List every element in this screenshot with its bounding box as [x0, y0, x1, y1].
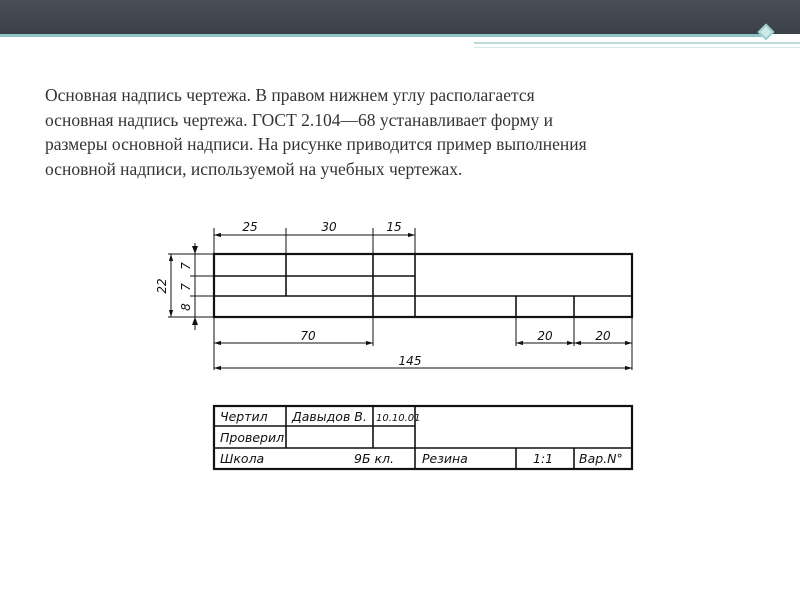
dim-30: 30 [321, 220, 337, 234]
paragraph-line: Основная надпись чертежа. В правом нижнем углу располагается [45, 85, 535, 105]
dim-7-mid: 7 [179, 283, 193, 291]
cell-class: 9Б кл. [354, 451, 395, 466]
paragraph-line: размеры основной надписи. На рисунке приводится пример выполнения [45, 134, 587, 154]
dim-20-right: 20 [595, 329, 611, 343]
dim-70: 70 [300, 329, 316, 343]
paragraph-line: основной надписи, используемой на учебных чертежах. [45, 158, 463, 179]
paragraph-line: основная надпись чертежа. ГОСТ 2.104—68 устанавливает форму и [45, 109, 554, 130]
cell-scale: 1:1 [533, 451, 554, 466]
dimension-scheme [168, 228, 632, 370]
dim-8: 8 [179, 303, 193, 311]
dim-22: 22 [155, 278, 169, 294]
cell-drawn-by: Чертил [220, 409, 268, 424]
scheme-frame [214, 254, 632, 317]
example-labels [220, 409, 623, 466]
dim-25: 25 [242, 220, 258, 234]
dim-145: 145 [398, 354, 422, 368]
cell-variant: Вар.N° [579, 451, 623, 466]
cell-material: Резина [422, 451, 468, 466]
cell-name: Давыдов В. [292, 409, 367, 424]
dim-15: 15 [386, 220, 402, 234]
dim-7-top: 7 [179, 262, 193, 270]
cell-date: 10.10.01 [376, 413, 421, 424]
dimension-labels [155, 220, 611, 368]
cell-school: Школа [220, 451, 265, 466]
dim-20-left: 20 [537, 329, 553, 343]
cell-checked-by: Проверил [220, 430, 285, 445]
